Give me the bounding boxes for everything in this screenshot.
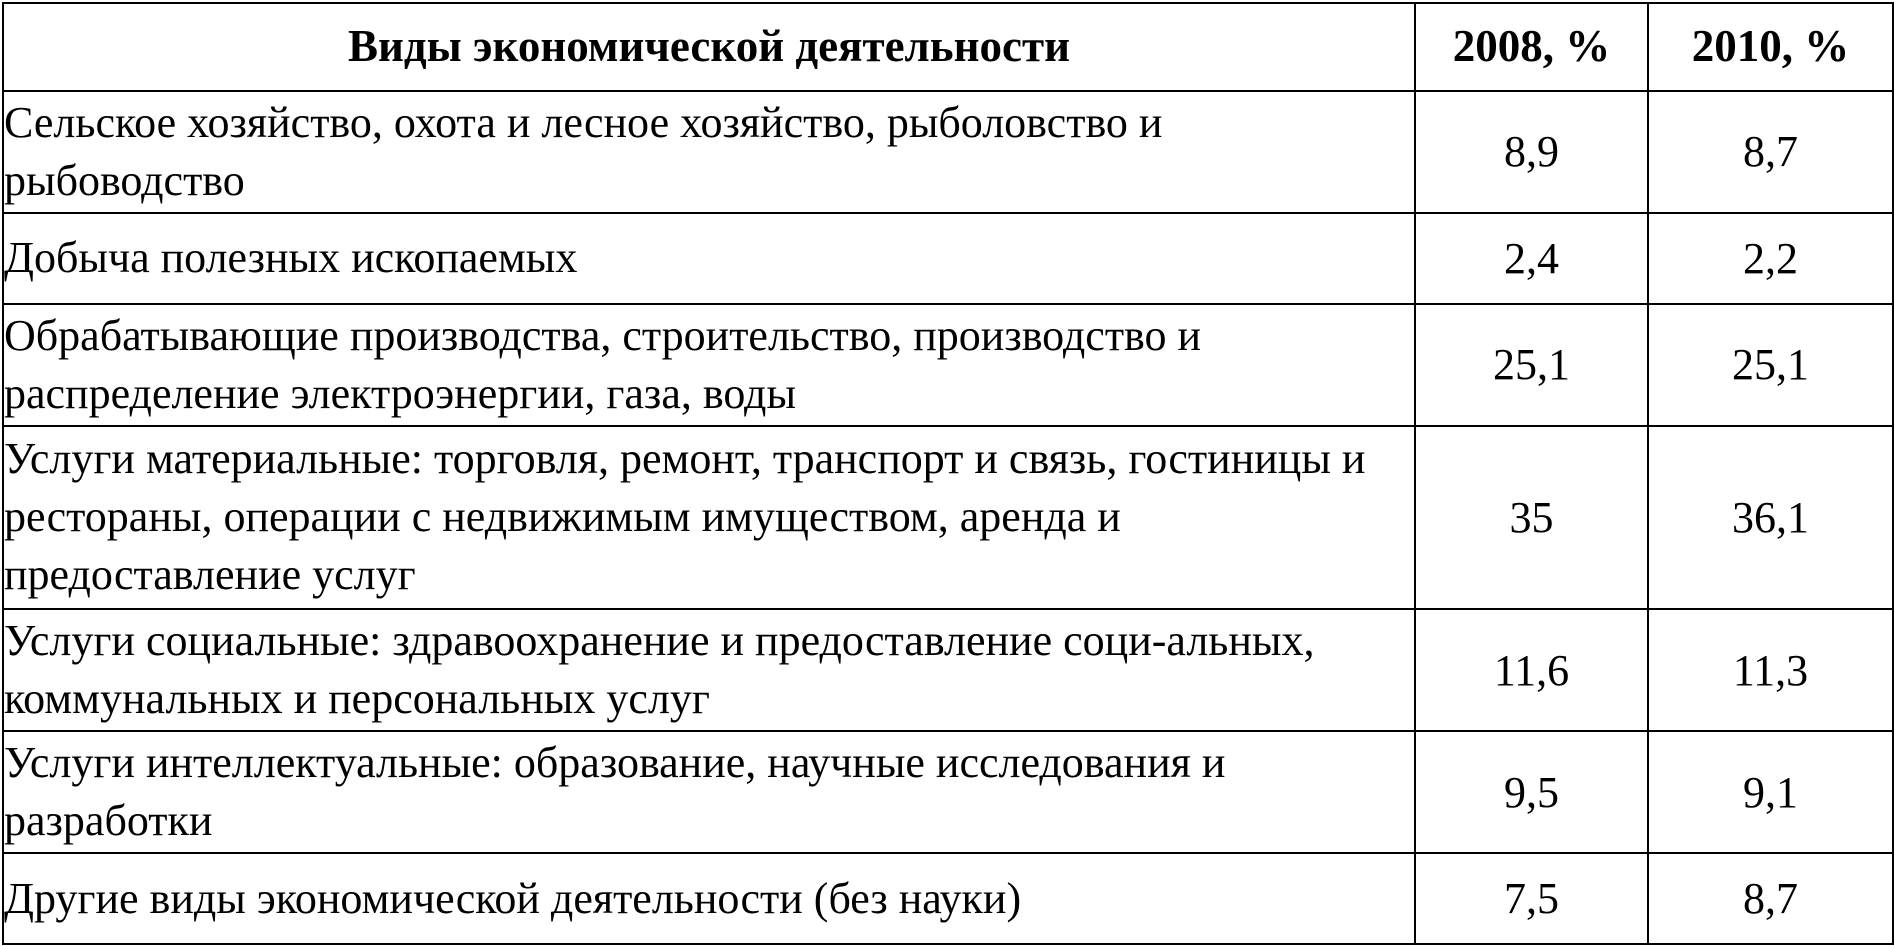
activity-cell: Добыча полезных ископаемых <box>3 213 1415 304</box>
table-row <box>3 213 1893 304</box>
column-header-2008: 2008, % <box>1415 3 1648 91</box>
value-2010-cell: 11,3 <box>1648 609 1893 731</box>
activity-cell: Обрабатывающие производства, строительство, производство и распределение электроэнергии, газа, воды <box>3 304 1415 426</box>
column-header-activity: Виды экономической деятельности <box>3 3 1415 91</box>
table-row <box>3 731 1893 853</box>
value-2008-cell: 9,5 <box>1415 731 1648 853</box>
activity-cell: Услуги интеллектуальные: образование, научные исследования и разработки <box>3 731 1415 853</box>
value-2008-cell: 25,1 <box>1415 304 1648 426</box>
value-2010-cell: 8,7 <box>1648 91 1893 213</box>
value-2010-cell: 2,2 <box>1648 213 1893 304</box>
table-row <box>3 853 1893 944</box>
activity-cell: Услуги социальные: здравоохранение и предоставление соци-альных, коммунальных и персональных услуг <box>3 609 1415 731</box>
value-2010-cell: 36,1 <box>1648 426 1893 610</box>
value-2008-cell: 2,4 <box>1415 213 1648 304</box>
value-2008-cell: 11,6 <box>1415 609 1648 731</box>
value-2010-cell: 8,7 <box>1648 853 1893 944</box>
value-2008-cell: 7,5 <box>1415 853 1648 944</box>
activity-cell: Другие виды экономической деятельности (без науки) <box>3 853 1415 944</box>
table-row <box>3 426 1893 610</box>
economic-activity-table <box>2 2 1894 945</box>
column-header-2010: 2010, % <box>1648 3 1893 91</box>
value-2008-cell: 35 <box>1415 426 1648 610</box>
table-row <box>3 91 1893 213</box>
value-2010-cell: 25,1 <box>1648 304 1893 426</box>
activity-cell: Сельское хозяйство, охота и лесное хозяйство, рыболовство и рыбоводство <box>3 91 1415 213</box>
table-row <box>3 304 1893 426</box>
table-row <box>3 609 1893 731</box>
value-2008-cell: 8,9 <box>1415 91 1648 213</box>
activity-cell: Услуги материальные: торговля, ремонт, транспорт и связь, гостиницы и рестораны, операции с недвижимым имуществом, аренда и предоставление услуг <box>3 426 1415 610</box>
value-2010-cell: 9,1 <box>1648 731 1893 853</box>
table-header-row <box>3 3 1893 91</box>
